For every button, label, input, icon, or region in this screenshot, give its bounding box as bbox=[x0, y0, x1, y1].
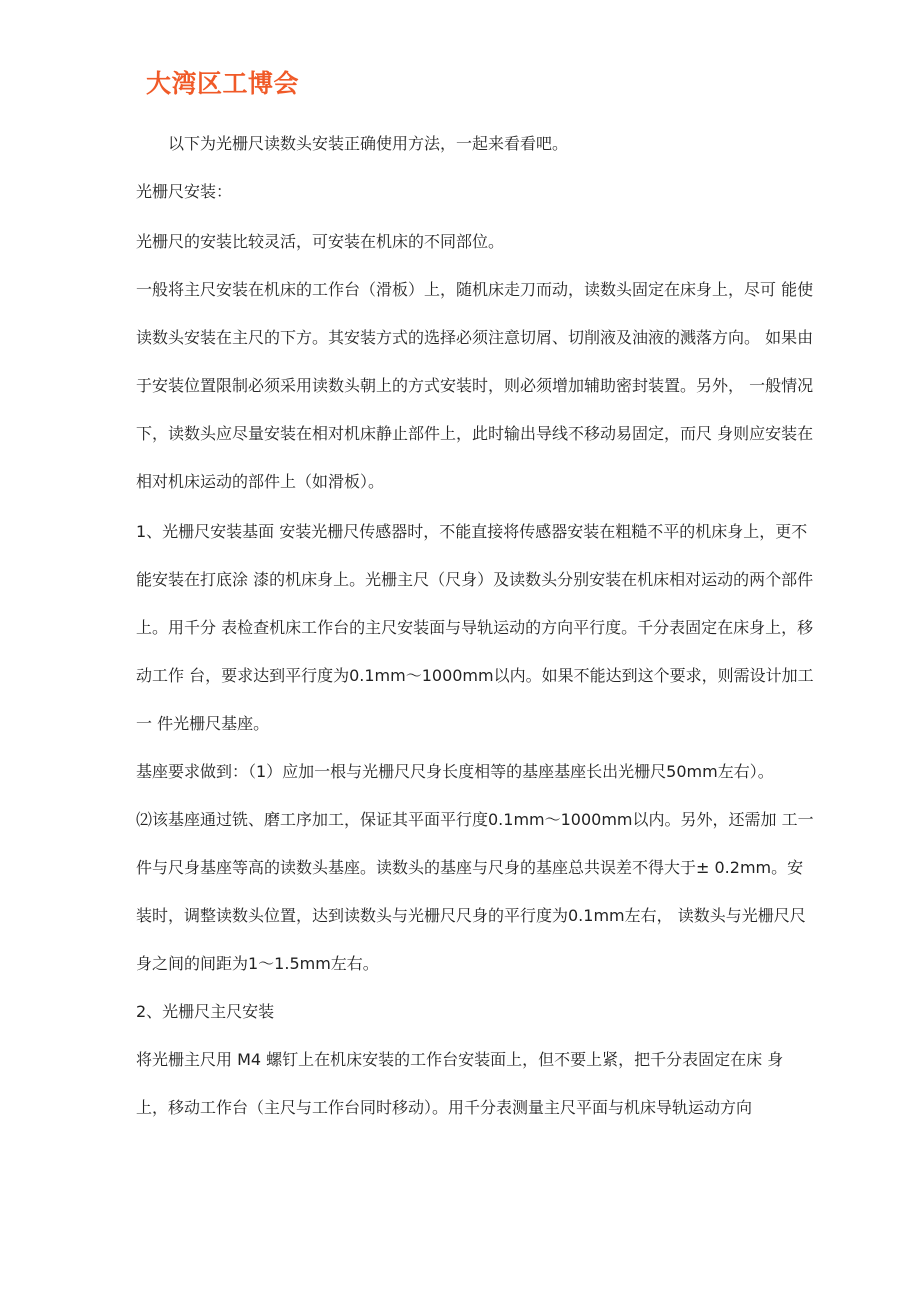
paragraph-line: 一 件光栅尺基座。 bbox=[136, 714, 270, 733]
paragraph-line: 光栅尺的安装比较灵活，可安装在机床的不同部位。 bbox=[136, 232, 505, 251]
paragraph-line: 动工作 台，要求达到平行度为0.1mm～1000mm以内。如果不能达到这个要求，则需设计加工 bbox=[136, 666, 814, 685]
section-heading-install: 光栅尺安装： bbox=[136, 182, 233, 201]
paragraph-line: 相对机床运动的部件上（如滑板）。 bbox=[136, 472, 385, 491]
paragraph-line: 装时，调整读数头位置，达到读数头与光栅尺尺身的平行度为0.1mm左右， 读数头与光栅尺尺 bbox=[136, 906, 806, 925]
section-2-heading: 2、光栅尺主尺安装 bbox=[136, 1002, 275, 1021]
paragraph-line: 件与尺身基座等高的读数头基座。读数头的基座与尺身的基座总共误差不得大于± 0.2mm。安 bbox=[136, 858, 804, 877]
brand-title: 大湾区工博会 bbox=[146, 69, 300, 98]
paragraph-line: 于安装位置限制必须采用读数头朝上的方式安装时，则必须增加辅助密封装置。另外， 一般情况 bbox=[136, 376, 814, 395]
paragraph-line: 上。用千分 表检查机床工作台的主尺安装面与导轨运动的方向平行度。千分表固定在床身上，移 bbox=[136, 618, 814, 637]
intro-line: 以下为光栅尺读数头安装正确使用方法，一起来看看吧。 bbox=[168, 134, 569, 153]
paragraph-line: 一般将主尺安装在机床的工作台（滑板）上，随机床走刀而动，读数头固定在床身上，尽可 能使 bbox=[136, 280, 814, 299]
paragraph-line: 读数头安装在主尺的下方。其安装方式的选择必须注意切屑、切削液及油液的溅落方向。 如果由 bbox=[136, 328, 814, 347]
paragraph-line: 能安装在打底涂 漆的机床身上。光栅主尺（尺身）及读数头分别安装在机床相对运动的两个部件 bbox=[136, 570, 814, 589]
paragraph-line: 将光栅主尺用 M4 螺钉上在机床安装的工作台安装面上，但不要上紧，把千分表固定在床 身 bbox=[136, 1050, 784, 1069]
paragraph-line: 身之间的间距为1～1.5mm左右。 bbox=[136, 954, 379, 973]
paragraph-line: ⑵该基座通过铣、磨工序加工，保证其平面平行度0.1mm～1000mm以内。另外，还需加 工一 bbox=[136, 810, 814, 829]
base-requirement-line: 基座要求做到：（1）应加一根与光栅尺尺身长度相等的基座基座长出光栅尺50mm左右）。 bbox=[136, 762, 774, 781]
paragraph-line: 上，移动工作台（主尺与工作台同时移动）。用千分表测量主尺平面与机床导轨运动方向 bbox=[136, 1098, 753, 1117]
section-1-line: 1、光栅尺安装基面 安装光栅尺传感器时，不能直接将传感器安装在粗糙不平的机床身上，更不 bbox=[136, 522, 808, 541]
paragraph-line: 下，读数头应尽量安装在相对机床静止部件上，此时输出导线不移动易固定，而尺 身则应安装在 bbox=[136, 424, 814, 443]
